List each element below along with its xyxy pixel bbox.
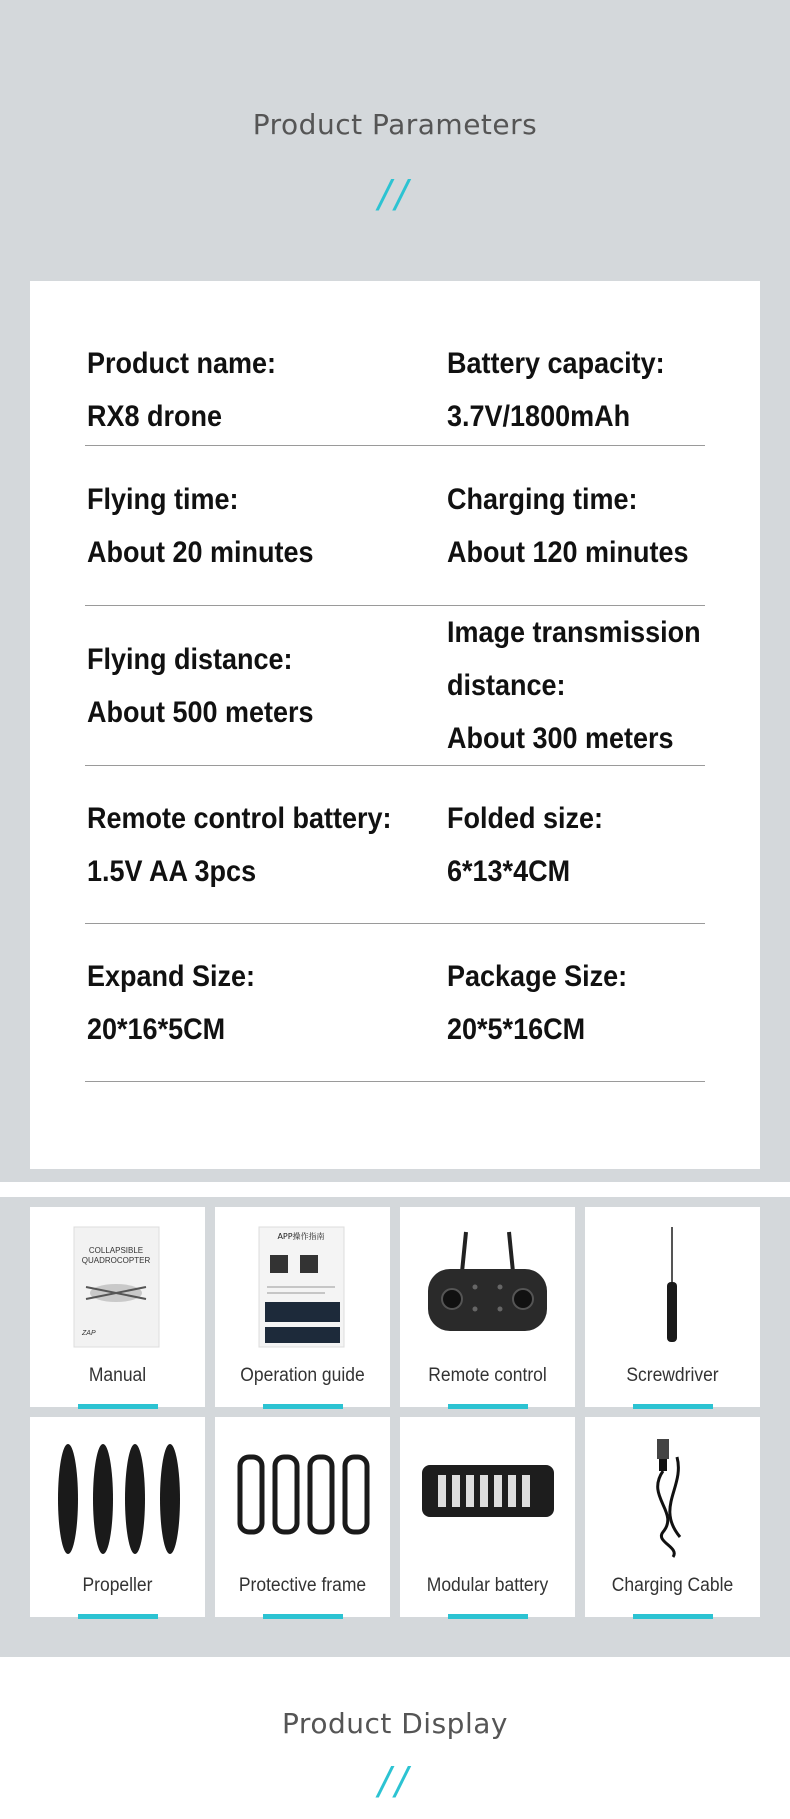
screwdriver-icon [585, 1207, 760, 1367]
param-label: Battery capacity: [447, 347, 665, 380]
accessory-card-propeller [30, 1417, 205, 1617]
accessory-card-protective-frame [215, 1417, 390, 1617]
accessory-card-charging-cable [585, 1417, 760, 1617]
param-row [85, 335, 705, 446]
accessory-card-manual [30, 1207, 205, 1407]
accent-underline [78, 1404, 158, 1409]
accessory-label: Modular battery [426, 1575, 549, 1596]
accent-underline [633, 1404, 713, 1409]
manual-cover-line2: QUADROCOPTER [81, 1256, 151, 1265]
manual-booklet-icon [30, 1207, 205, 1367]
accessory-card-screwdriver [585, 1207, 760, 1407]
param-value: 1.5V AA 3pcs [87, 854, 257, 888]
param-label: Image transmission [447, 616, 701, 649]
accent-underline [78, 1614, 158, 1619]
param-label: Package Size: [447, 959, 628, 993]
accessory-card-modular-battery [400, 1417, 575, 1617]
guide-cover-title: APP操作指南 [277, 1232, 325, 1241]
param-cell-product-name [87, 335, 437, 445]
param-label: Remote control battery: [87, 801, 392, 835]
param-cell-charging-time [447, 446, 707, 605]
param-label: Charging time: [447, 482, 638, 516]
param-label: Expand Size: [87, 959, 256, 993]
param-value: 6*13*4CM [447, 854, 571, 888]
param-value: About 300 meters [447, 722, 674, 755]
accessory-label: Propeller [82, 1575, 153, 1596]
param-cell-flying-time [87, 446, 437, 605]
param-value: 20*16*5CM [87, 1012, 226, 1046]
param-cell-flying-distance [87, 606, 437, 765]
display-divider-slash: // [378, 1759, 412, 1803]
usb-cable-icon [585, 1417, 760, 1577]
param-cell-package-size [447, 924, 707, 1081]
operation-guide-icon [215, 1207, 390, 1367]
param-cell-battery-capacity [447, 335, 707, 445]
param-row [85, 766, 705, 924]
accessory-card-operation-guide [215, 1207, 390, 1407]
protective-frame-icon [215, 1417, 390, 1577]
param-value: About 500 meters [87, 695, 314, 729]
accessory-label: Screwdriver [626, 1365, 719, 1386]
accessory-label: Manual [88, 1365, 147, 1386]
param-row [85, 606, 705, 766]
param-value: 20*5*16CM [447, 1012, 586, 1046]
manual-cover-line1: COLLAPSIBLE [88, 1246, 144, 1255]
accent-underline [633, 1614, 713, 1619]
param-value: About 20 minutes [87, 535, 314, 569]
param-label: Folded size: [447, 801, 604, 835]
accessory-card-remote-control [400, 1207, 575, 1407]
parameters-divider-slash: // [378, 172, 412, 216]
accent-underline [263, 1614, 343, 1619]
param-value: RX8 drone [87, 400, 223, 433]
param-cell-expand-size [87, 924, 437, 1081]
product-display-section [0, 1657, 790, 1819]
remote-control-icon [400, 1207, 575, 1367]
param-cell-remote-battery [87, 766, 437, 923]
param-value: 3.7V/1800mAh [447, 400, 631, 433]
param-cell-image-transmission [447, 606, 707, 765]
param-label: Flying distance: [87, 642, 293, 676]
accessory-label: Protective frame [238, 1575, 367, 1596]
param-label: distance: [447, 669, 566, 702]
section-divider-band [0, 1182, 790, 1197]
param-cell-folded-size [447, 766, 707, 923]
parameters-card [30, 281, 760, 1169]
param-row [85, 446, 705, 606]
accent-underline [448, 1404, 528, 1409]
accent-underline [263, 1404, 343, 1409]
accessory-label: Operation guide [240, 1365, 365, 1386]
manual-cover-brand: ZAP [82, 1330, 96, 1337]
param-row [85, 924, 705, 1082]
param-label: Product name: [87, 347, 277, 380]
accessory-label: Charging Cable [611, 1575, 734, 1596]
param-label: Flying time: [87, 482, 239, 516]
battery-icon [400, 1417, 575, 1577]
display-title: Product Display [282, 1707, 508, 1740]
parameters-title: Product Parameters [252, 108, 538, 141]
accent-underline [448, 1614, 528, 1619]
param-value: About 120 minutes [447, 535, 689, 569]
propeller-icon [30, 1417, 205, 1577]
accessory-label: Remote control [428, 1365, 547, 1386]
